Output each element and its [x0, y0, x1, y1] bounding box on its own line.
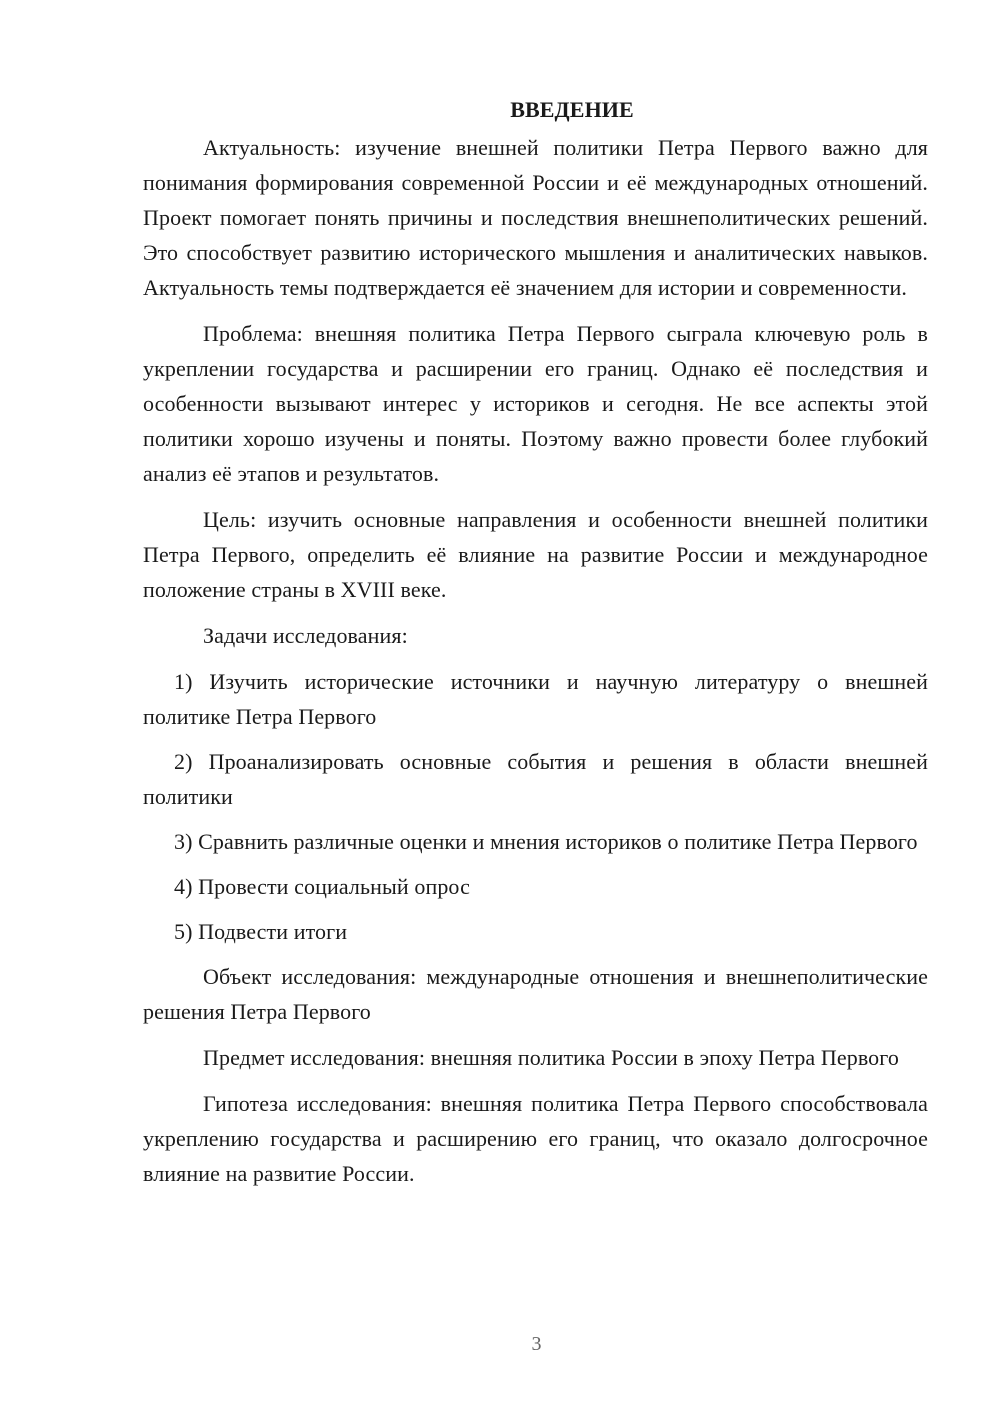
- section-heading: ВВЕДЕНИЕ: [510, 97, 634, 122]
- paragraph-subject: Предмет исследования: внешняя политика России в эпоху Петра Первого: [203, 1045, 899, 1070]
- task-item-4: 4) Провести социальный опрос: [174, 874, 470, 899]
- paragraph-hypothesis: Гипотеза исследования: внешняя политика Петра Первого способствовала укреплению государства и расширению его границ, что оказало долгосрочное влияние на развитие России.: [143, 1091, 928, 1186]
- paragraph-problem: Проблема: внешняя политика Петра Первого сыграла ключевую роль в укреплении государства и расширении его границ. Однако её последствия и особенности вызывают интерес у историков и сегодня. Не все аспекты этой политики хорошо изучены и поняты. Поэтому важно провести более глубокий анализ её этапов и результатов.: [143, 321, 928, 486]
- tasks-heading: Задачи исследования:: [203, 623, 408, 648]
- tasks-list: [143, 664, 928, 949]
- paragraph-goal: Цель: изучить основные направления и особенности внешней политики Петра Первого, определить её влияние на развитие России и международное положение страны в XVIII веке.: [143, 507, 928, 602]
- task-item-2: 2) Проанализировать основные события и решения в области внешней политики: [143, 749, 928, 809]
- task-item-1: 1) Изучить исторические источники и научную литературу о внешней политике Петра Первого: [143, 669, 928, 729]
- page-number: 3: [531, 1333, 542, 1355]
- paragraph-relevance: Актуальность: изучение внешней политики Петра Первого важно для понимания формирования современной России и её международных отношений. Проект помогает понять причины и последствия внешнеполитических решений. Это способствует развитию исторического мышления и аналитических навыков. Актуальность темы подтверждается её значением для истории и современности.: [143, 135, 928, 300]
- page-content: [143, 92, 928, 1202]
- task-item-5: 5) Подвести итоги: [174, 919, 348, 944]
- paragraph-object: Объект исследования: международные отношения и внешнеполитические решения Петра Первого: [143, 964, 928, 1024]
- task-item-3: 3) Сравнить различные оценки и мнения историков о политике Петра Первого: [174, 829, 918, 854]
